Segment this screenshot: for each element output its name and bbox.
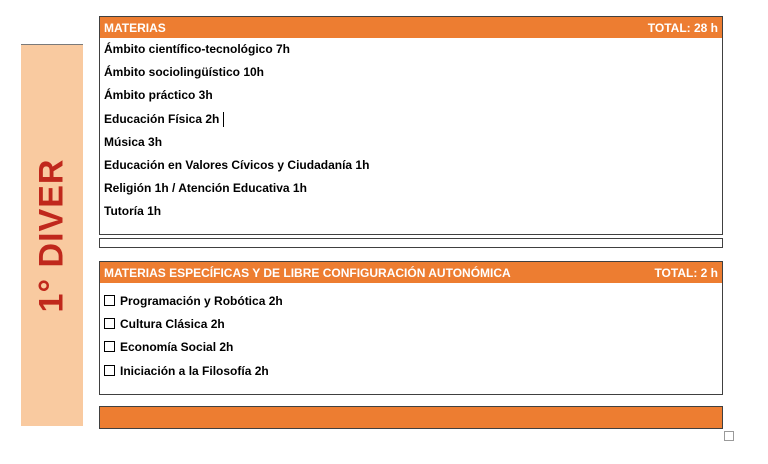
materia-row[interactable] xyxy=(100,61,722,84)
especificas-header-title: MATERIAS ESPECÍFICAS Y DE LIBRE CONFIGURACIÓN AUTONÓMICA xyxy=(104,265,511,280)
materia-row[interactable] xyxy=(100,38,722,61)
materia-row[interactable] xyxy=(100,108,722,131)
footer-bar xyxy=(99,406,723,429)
option-label: Programación y Robótica 2h xyxy=(120,294,283,308)
resize-handle-icon[interactable] xyxy=(724,431,734,441)
materia-label: Educación en Valores Cívicos y Ciudadanía 1h xyxy=(104,157,370,172)
materias-table xyxy=(99,16,723,235)
materia-label: Ámbito sociolingüístico 10h xyxy=(104,65,265,80)
option-label: Economía Social 2h xyxy=(120,340,234,355)
checkbox[interactable] xyxy=(104,318,115,329)
materias-header-total: TOTAL: 28 h xyxy=(647,20,718,35)
materia-row[interactable] xyxy=(100,84,722,107)
materia-row[interactable] xyxy=(100,154,722,177)
materia-row[interactable] xyxy=(100,177,722,200)
text-cursor xyxy=(223,112,224,127)
materias-header xyxy=(100,17,722,38)
option-row[interactable] xyxy=(100,313,722,336)
materia-label: Ámbito científico-tecnológico 7h xyxy=(104,42,291,56)
materias-header-title: MATERIAS xyxy=(104,20,166,35)
checkbox[interactable] xyxy=(104,365,115,376)
option-row[interactable] xyxy=(100,360,722,383)
materia-label: Religión 1h / Atención Educativa 1h xyxy=(104,181,307,196)
side-label-container xyxy=(21,44,83,426)
option-label: Cultura Clásica 2h xyxy=(120,317,225,332)
especificas-header xyxy=(100,262,722,283)
materia-label: Música 3h xyxy=(104,134,163,149)
option-label: Iniciación a la Filosofía 2h xyxy=(120,363,269,378)
materia-label: Tutoría 1h xyxy=(104,204,162,219)
side-label: 1° DIVER xyxy=(32,158,71,312)
option-row[interactable] xyxy=(100,336,722,359)
checkbox[interactable] xyxy=(104,341,115,352)
option-row[interactable] xyxy=(100,290,722,313)
especificas-header-total: TOTAL: 2 h xyxy=(654,265,718,280)
materia-label: Ámbito práctico 3h xyxy=(104,88,213,103)
materia-row[interactable] xyxy=(100,131,722,154)
materia-label: Educación Física 2h xyxy=(104,111,220,126)
checkbox[interactable] xyxy=(104,295,115,306)
table-separator xyxy=(99,238,723,248)
especificas-table xyxy=(99,261,723,395)
materia-row[interactable] xyxy=(100,200,722,223)
